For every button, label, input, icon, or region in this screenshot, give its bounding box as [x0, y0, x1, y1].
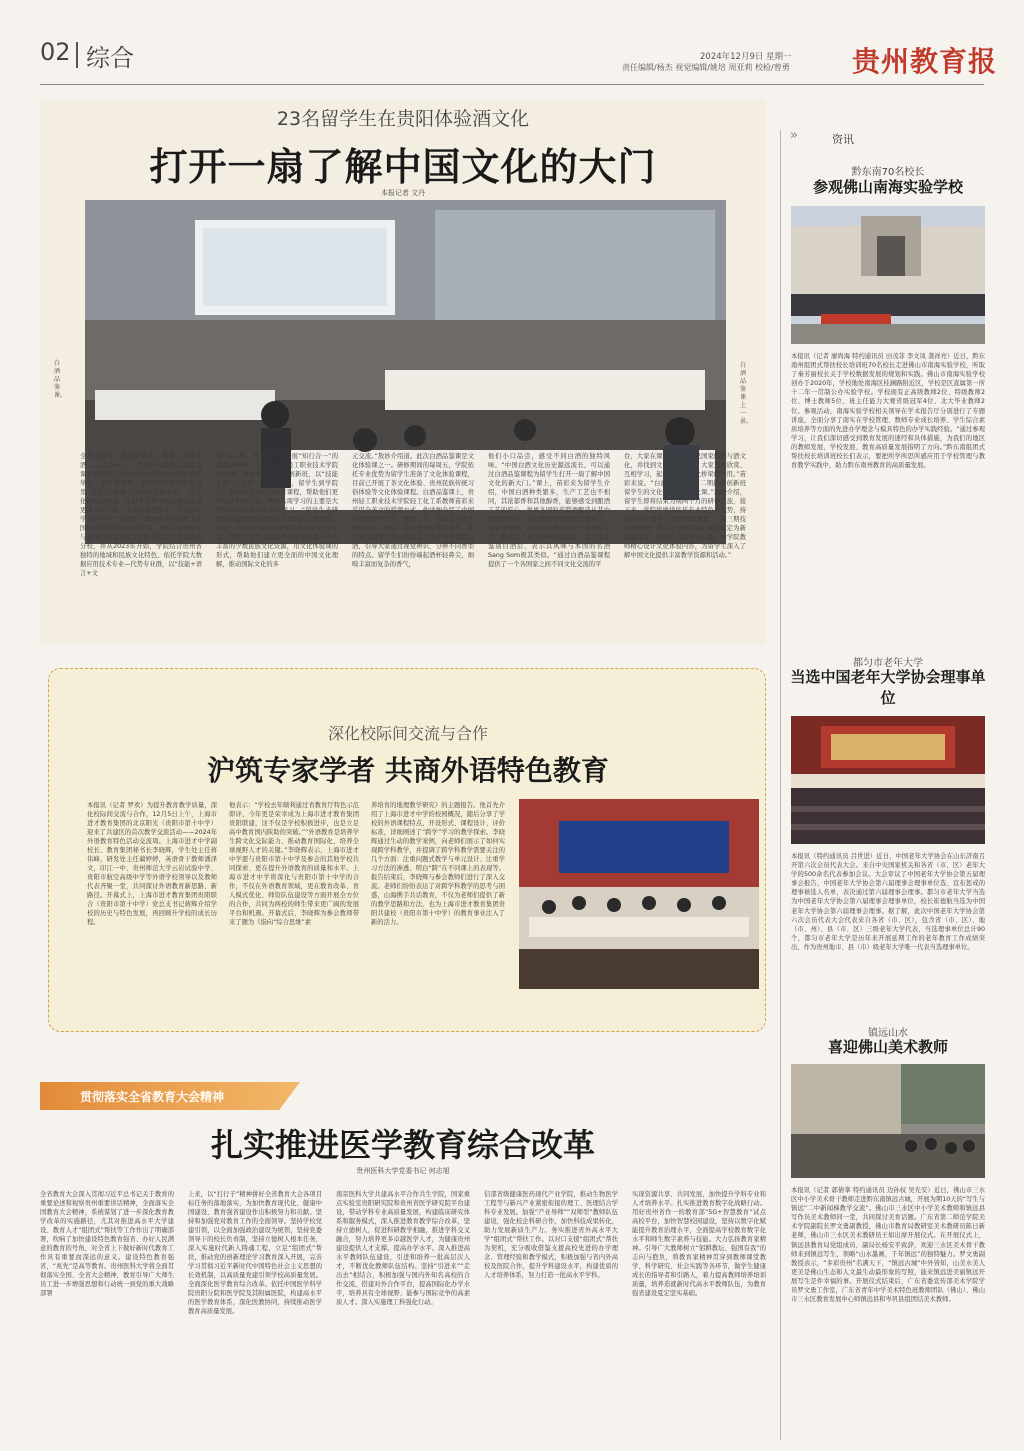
article-column: 本报讯（记者 罗欢）为提升教育教学质量，深化校际间交流与合作，12月5日上午，上海市进才教育集团的北京阳光（贵阳市第十中学）迎来了共建区的首次教学交流活动——2024年外语教育特色活动交流周。上海市进才中学副校长、教育集团秘书长李晓辉，学生处主任蒋伟峰，研发处主任蔺婷婷，英语骨干教师潘泽文，印江一中、贵州师范大学云岩试验中学、贵阳市航空高级中学等外语学校领导以及教师代表齐聚一堂，共同探讨外语教育新思路、新路径。开幕式上，上海市进才教育集团贵阳联合（贵阳市第十中学）党总支书记蒋辉介绍学校的历史与特色发展，再回顾升学校的成长历程。 [87, 802, 217, 926]
news-title: 喜迎佛山美术教师 [827, 1038, 948, 1056]
news-subtitle: 黔东南70名校长 [851, 167, 925, 178]
masthead-logo: 贵州教育报 [852, 45, 998, 78]
article-column: 他们小口品尝，感受不同白酒的独特风味。“中国白酒文化历史源远流长，可以通过白酒品鉴课程为留学生打开一扇了解中国文化的新大门。”课上，苗彩来为留学生介绍，中国白酒种类繁多，生产工艺也不相同，其浓郁香和其他醇香，能够感受到酿酒工艺的匠心，世界各国的蒸馏酒酿造从其中找到共鸣点。在白酒香型鉴别的实操环节，苗彩来导师，通过观察酒的色泽与该香型白酒，都是以大米为原料的蒸馏酒，留学生在鉴别白酒后，表示其风味与本国的名酒Sang Som极其类似。“通过白酒品鉴课程提供了一个各国家之间不同文化交流的平 [488, 453, 610, 568]
news-title: 当选中国老年大学协会理事单位 [790, 668, 986, 707]
header-rule [40, 84, 984, 85]
page-header [0, 0, 1024, 78]
article-column: 化”为主线，面向留学生开展“知行合一”的湖南式研修。今年，贵州轻工职业技术学院开展第二期援外研修技能创新班，以“技能+语言+文化”为研修主线，留学生到学院后，前两周学习的是语言课程，帮助他们更快适应研修生活。剩余六周学习的主要是大数据应用技术专业知识学习。“留学生来研修的技能课程也是他们在本国的主修课程，同时，开设的文化体验课是我们依托茶文化、白酒文化等丰富的中国文化资源与贵州丰富的少数民族文化资源，用文化体验课的形式，帮助他们建立更全面的中国文化理解，推动国际文化的多 [216, 453, 338, 568]
article-column: 台，大家在课程中分享自己国家的酒与酒文化，并找到文化的共通点，大家互相欣赏、互相学习，起到了搭建文化桥梁的作用。”苗彩来说。“白酒品鉴课是第二期技能创新班留学生的文化体验课收官之课。”敖妙介绍，留学生即将结束为期两个月的研修之旅，接下来，学院将继续依托专业特色与优势，持续面向东盟学生开展研修课程。“第三期技能创新班，我们计划将‘技能’课程暂定为新能源课程，同时结合留学生兴趣，为学院教师精心设计文化体验内容，为留学生深入了解中国文化提供丰富教学资源和活动。” [624, 453, 746, 559]
article-title: 沪筑专家学者 共商外语特色教育 [207, 754, 609, 787]
photo-caption: 白酒品鉴课。 [54, 360, 67, 399]
sidebar-label: 资讯 [832, 133, 854, 146]
conference-photo [791, 716, 985, 844]
article-column: 实现资源共享、共同发展，加快提升学科专业和人才培养水平。扎实推进教育数字化战略行动。用好贵州省作一的教育部“5G+智慧教育”试点高校平台，加快智慧校园建设，坚持以数字化赋能提升教育治理水平，全面提高学校教育数字化水平和师生数字素养与技能。大力弘扬教育家精神。引导广大教师树立“躬耕教坛、强国有我”的志向与抱负，将教育家精神贯穿到教师课堂教学、科学研究、社会实践等各环节，做学生健康成长的指导者和引路人，着力提高教师培养培训质量，培养造就新时代高水平教师队伍，为教育强省建设夏定坚实基础。 [632, 1191, 766, 1297]
double-chevron-icon: » [790, 128, 798, 143]
news-body: 本报讯（记者 廖尚海 特约通讯员 田茂菲 李文凤 龚祥亮）近日，黔东南州组团式帮扶校长培训班70名校长走进佛山市南海实验学校，听取了秦芳丽校长关于学校数据发展的规划和实践。佛山市南海实验学校创办于2020年，学校地处南海区桂澜路附近区，学校是区直属第一所十二年一贯制公办实验学校。学校现有正高级教师2位、特级教师2位、博士教师5位、班主任能力大赛省级冠军4位、北大毕业教师2位。参观活动，南海实验学校相关领导在学术报告厅分别进行了专题讲座，全面分享了南实在学校管理、数师专业成长培养、学生综合素质培养等方面的先进办学理念与模具特色的办学实践经验。“通过参观学习，让我们深切感受到教育发展的速经和具体措施，为我们的地区的教师发展、学校发展、教育高质量发展指明了方向。”黔东南组团式帮扶校长培训班校长们表示，要把所学所思所感应用于学校管理与教育教学实践中，助力黔东南州教育的高质量发展。 [791, 353, 985, 470]
article-title: 打开一扇了解中国文化的大门 [149, 145, 657, 189]
news-title: 参观佛山南海实验学校 [812, 178, 963, 196]
page-number: 02 [40, 38, 71, 66]
article-byline: 本报记者 文丹 [380, 189, 426, 197]
campaign-banner-text: 贯彻落实全省教育大会精神 [80, 1090, 225, 1104]
article-column: 全省教育大会深入贯彻习近平总书记关于教育的重要论述和视察贵州重要讲话精神，全面落实全国教育大会精神，系统谋划了进一步深化教育教学改革的实施路径，尤其对推进高水平大学建设、教育人才“组团式”帮扶等工作作出了明确部署，吹响了加快建设特色教育强省、办好人民满意的教育的号角，对全省上下做好新时代教育工作具有重要而深远的意义。建设特色教育强省，“兆先”是高等教育。贵州医科大学将全面贯彻落实全国、全省大会精神，教育引导广大师生员工进一步增强思想和行动统一到党的重大战略部署 [40, 1191, 174, 1297]
sidebar-rule [780, 130, 781, 1440]
sketching-photo [791, 1064, 985, 1178]
feature-box-article [48, 668, 766, 1032]
section-name: 综合 [86, 44, 134, 72]
news-body: 本报讯（特约通讯员 吕世进）近日，中国老年大学协会在山东济南召开第六次会员代表大会。来自中央国家机关和各省（市、区）老年大学的500余名代表参加会议。大会审议了中国老年大学协会第五届理事会报告、中国老年大学协会第六届理事会理事单位选、宣布惩戒的理事候选人名单，表决通过第六届理事会理事。都匀市老年大学当选为中国老年大学协会第六届理事会理事单位，校长崔德航当选为中国老年大学协会第六届理事会理事。据了解，此次中国老年大学协会第六次会员代表大会代表来自各省（市、区），包含省（市、区）、地（市、州）、县（市、区）三级老年大学代表，当选理事单位总计90个，都匀市老年大学是历年来开展延期工作的老年教育工作成绩突出，作为贵州地市、县（市）级老年大学唯一代表当选理事单位。 [791, 853, 985, 951]
article-column: 全英文授课、浓郁的酒香、课堂上品鉴美酒……12月6日，一堂别开生面的白酒品鉴课在贵州轻工职业技术学院行政楼107教室举行，来自柬埔寨、泰国23名留学生在这里“沉浸式”体验了中国的白酒文化。“以文化体验的形式，让留学生对中国白酒文化有更深入的了解，也为大家提供了一个交流和学习的平台。”贵州轻工职业技术学院杯卡托国际学院副院长敖妙介绍，学院于2022年与泰国兰纳皇家理工学院共建经世学堂海外分校，并从2023年开始，学院结合贵州省独特的地域和民族文化特色，依托学院大数据应用技术专业—代势专业群，以“技能+语言+文 [80, 453, 202, 577]
article-column: 上来，以“打行子”精神拼好全省教育大会各项目标任务的落地落实，为加快教育现代化、健康中国建设、教育强省建设作出积极努力和贡献。坚持和加强党对教育工作的全面领导。坚持学校党建引领，以全面加强政治建设为统领，坚持党委领导下的校长负责制，坚持立德树人根本任务，深入实施时代新人铸魂工程，立足“组团式”帮扶，推动党的创新理论学习教育深入开展，完善学习贯彻习近平新时代中国特色社会主义思想的长效机制，以高质量党建引领学校高质量发展。全面深化医学教育综合改革。依托中国医学科学院贵阳分院和医学院及其附属医院，构建高水平的医学教育体系，深化医教协同，持续推动医学教育高质量发展。 [188, 1191, 322, 1315]
article-column: 南京医科大学共建高水平合作共生学院，国家重点实验室贵阳研究院和贵州省医学研究院平台建设，带动学科专业高质量发展，构建临床研究体系和服务模式，深入推进教育教学综合改革，坚持立德树人，促进科研教学相融，推进学科交叉融合，努力培养更多卓越医学人才，为健康贵州建设提供人才支撑。提高办学水平。深入推进高水平教师队伍建设，引进和培养一批高层次人才，不断优化教师队伍结构。坚持“引进来”“走出去”相结合，积极加强与国内外知名高校的合作交流，搭建对外合作平台，提高国际化办学水平，培养具有全球视野、能参与国际竞争的高素质人才。深入实施理工科强化行动。 [336, 1191, 470, 1306]
header-divider [76, 42, 78, 68]
article-column: 信部省级健康医药现代产业学院，推动生物医学工程等与新兴产业紧密衔接的理工、医理结合学科专业发展。加强“产业导师”“双师型”教师队伍建设，强化校企科研合作，加快科技成果转化，助力发展新质生产力。务实推进省外高水平大学“组团式”帮扶工作。以对口支援“组团式”帮扶为契机，充分吸收借鉴支援高校先进的办学理念、管理经验和教学模式，积极加强与省内外高校及医院合作，提升学科建设水平，构建优质的人才培养体系，努力打造一批高水平学科。 [484, 1191, 618, 1279]
date-line: 2024年12月9日 星期一 [700, 52, 792, 62]
news-subtitle: 都匀市老年大学 [853, 658, 923, 669]
article-byline: 贵州医科大学党委书记 何志旭 [356, 1167, 450, 1175]
article-column: 养培育的地理教学研究》的主题报告。他首先介绍了上海市进才中学的校园概况，随后分享了学校的外语课程特点、开设形式、课程设计、评价标准，详细阐述了“跨学”学习的教学探索。李晓辉通过生动的教学案例，向老师们展示了如何实现跨学科教学，并提调了跨学科教学需要关注的几个方面：注重问题式教学与单元设计、注重学习方法的渗透、明白“跨”在不同课上的表现等。报告结束后，李晓辉与参会教师们进行了深入交流。老师们纷纷表达了对跨学科教学的思考与困惑，山海携手共话教育，不仅为老师们提供了新的教学思路和方法，也为上海市进才教育集团贵阳共建校（贵阳市第十中学）的教育事业注入了新的活力。 [371, 802, 505, 926]
meeting-photo [519, 799, 759, 989]
lead-article [40, 100, 766, 644]
article-subtitle: 深化校际间交流与合作 [327, 724, 488, 743]
article-title: 扎实推进医学教育综合改革 [210, 1126, 595, 1164]
editors-line: 责任编辑/杨杰 视觉编辑/姚培 周亚莉 校检/曾勇 [622, 63, 790, 72]
article-column: 他表示：“学校去年顺利通过省教育厅特色示范即评，今年更是荣幸成为上海市进才教育集团贵阳联建，这不仅是学校积极进步，也是立足高中教育国内陕助的突破。”“外语教育是培养学生跨文化交际能力、推动教育国际化、培养全球视野人才的关键。”李晓辉表示，上海市进才中学愿与贵阳市第十中学及参会的其他学校共同探索、更在提升外语教育的质量和水平。上海市进才中学将深化与贵阳市第十中学的合作，不仅在外语教育领域，更在教育改革、育人模式优化、师资队伍建设等方面开展全方位的合作，共同为两校的师生带来更广阔的发展平台和机遇。开幕式后，李晓辉为参会教师带来了题为《指向“综合思维”素 [229, 802, 359, 926]
news-body: 本报讯（记者 郭倩掌 特约通讯员 边孙权 吴光安）近日，佛山市三水区中小学美术骨干教师走进黔东南镇远古城，开展为期10天的“写生与镇远”二中新闻梯教学交流”。佛山市三水区中小学美术教师和镇远县写作员美术教师同一堂，共同探讨美育话题。广东省第二师范学院美术学院副院长罗文勇副教授，佛山市教育局教研室美术教研员陈日新老师，佛山市三水区美术教研员王如出席开展仪式。在开展仪式上，镇远县教育局党组成员，副局长杨安平致辞，欢迎三水区美术骨干教师来到镇远写生，领略“山水墨画，千年镇远”的独特魅力。罗文勇副教授表示，“多彩贵州”名满天下，“镇远古城”中外皆知，山美水美人更美是佛山生态和人文最生动最形象的写照，能来镇远进美丽镇远开展写生是件幸福的事。开展仪式结束后，广东省委宣传部美术学院学员罗文勇工作室，广东省青年中学美术特色班教师团队（佛山）、佛山市三水区教育发展中心师镇远县和岑巩县组团结美术教师。 [791, 1187, 985, 1304]
school-visit-photo [791, 206, 985, 344]
article-subtitle: 23名留学生在贵阳体验酒文化 [276, 108, 530, 130]
photo-caption: 白酒品鉴课上一景。 [740, 362, 753, 425]
news-subtitle: 镇远山水 [868, 1028, 908, 1039]
article-column: 元交流。”敖妙介绍道。此次白酒品鉴课是文化体验课之一。研修期间的每周五，学院依托专业优势为留学生准备了文化体验课程，目前已开展了茶文化体验、贵州民族传统习俗体验等文化体验课程。白酒品鉴课上，贵州轻工职业技术学院轻工化工系教师苗彩来采用全英文的授课方式，他详细介绍了中国白酒的历史文化、酿造工艺、品鉴技巧等方面的知识。随后，在白酒香型鉴别环节，苗彩来为留学生精心挑选了八款不同香型的白酒，引导大家通过视觉辨识、分辨不同香型的特点。留学生们纷纷端起酒杯轻鼻尖，细嗅丰富而复杂的香气， [352, 453, 474, 568]
